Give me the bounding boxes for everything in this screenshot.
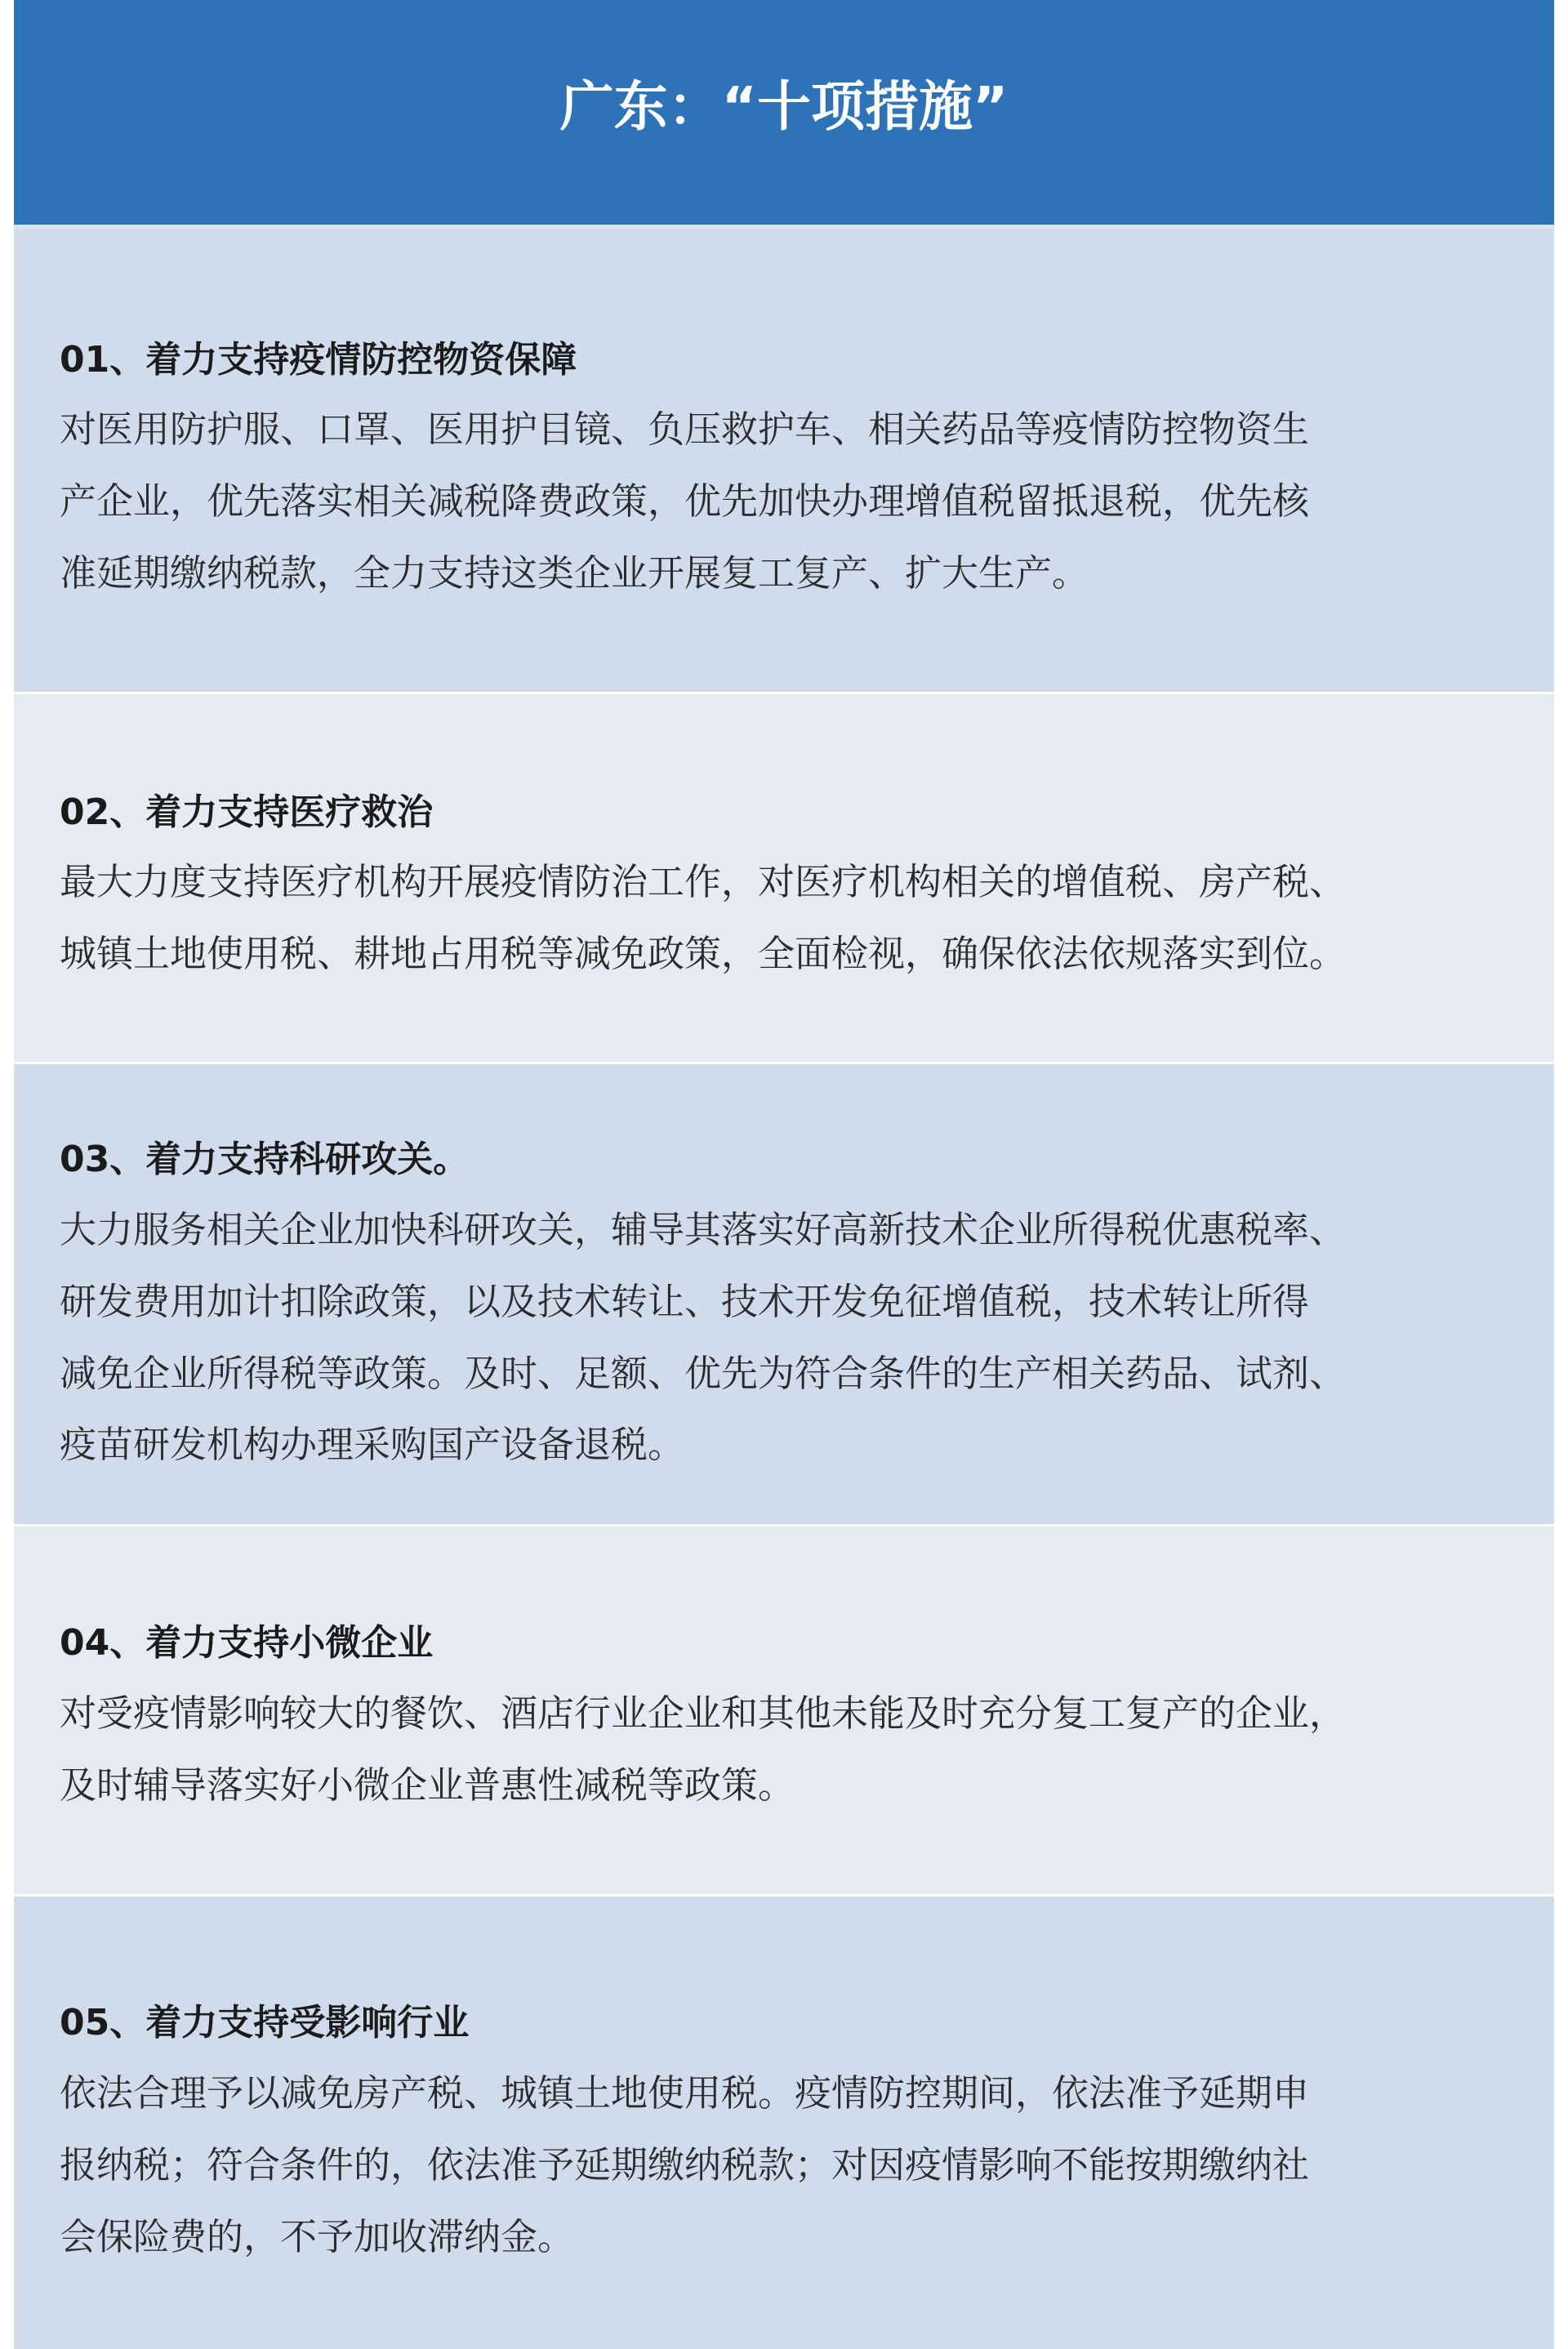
section-text-line: 会保险费的，不予加收滞纳金。 (60, 2215, 575, 2258)
section-text-line: 减免企业所得税等政策。及时、足额、优先为符合条件的生产相关药品、试剂、 (60, 1352, 1347, 1395)
section-heading: 01、着力支持疫情防控物资保障 (60, 339, 577, 381)
section-text-line: 准延期缴纳税款，全力支持这类企业开展复工复产、扩大生产。 (60, 551, 1089, 595)
section-text-line: 最大力度支持医疗机构开展疫情防治工作，对医疗机构相关的增值税、房产税、 (60, 860, 1347, 903)
section-text-line: 及时辅导落实好小微企业普惠性减税等政策。 (60, 1763, 795, 1807)
section-text-line: 产企业，优先落实相关减税降费政策，优先加快办理增值税留抵退税，优先核 (60, 479, 1310, 523)
section-heading: 03、着力支持科研攻关。 (60, 1139, 470, 1180)
measure-section-03 (14, 1064, 1554, 1527)
section-heading: 04、着力支持小微企业 (60, 1622, 434, 1664)
measure-section-02 (14, 694, 1554, 1064)
content-frame (14, 0, 1554, 2349)
section-text-line: 报纳税；符合条件的，依法准予延期缴纳税款；对因疫情影响不能按期缴纳社 (60, 2143, 1310, 2186)
section-text-line: 疫苗研发机构办理采购国产设备退税。 (60, 1423, 685, 1466)
section-heading: 05、着力支持受影响行业 (60, 2002, 470, 2044)
section-heading: 02、着力支持医疗救治 (60, 791, 434, 833)
page-title: 广东：“十项措施” (559, 75, 1009, 138)
measure-section-04 (14, 1527, 1554, 1897)
section-text-line: 对医用防护服、口罩、医用护目镜、负压救护车、相关药品等疫情防控物资生 (60, 408, 1310, 451)
section-text-line: 对受疫情影响较大的餐饮、酒店行业企业和其他未能及时充分复工复产的企业， (60, 1692, 1347, 1735)
section-text-line: 大力服务相关企业加快科研攻关，辅导其落实好高新技术企业所得税优惠税率、 (60, 1208, 1347, 1251)
measure-section-05 (14, 1897, 1554, 2349)
section-text-line: 研发费用加计扣除政策，以及技术转让、技术开发免征增值税，技术转让所得 (60, 1280, 1310, 1323)
title-banner (14, 0, 1554, 225)
section-text-line: 依法合理予以减免房产税、城镇土地使用税。疫情防控期间，依法准予延期申 (60, 2071, 1310, 2115)
section-text-line: 城镇土地使用税、耕地占用税等减免政策，全面检视，确保依法依规落实到位。 (60, 932, 1347, 975)
measure-section-01 (14, 229, 1554, 694)
